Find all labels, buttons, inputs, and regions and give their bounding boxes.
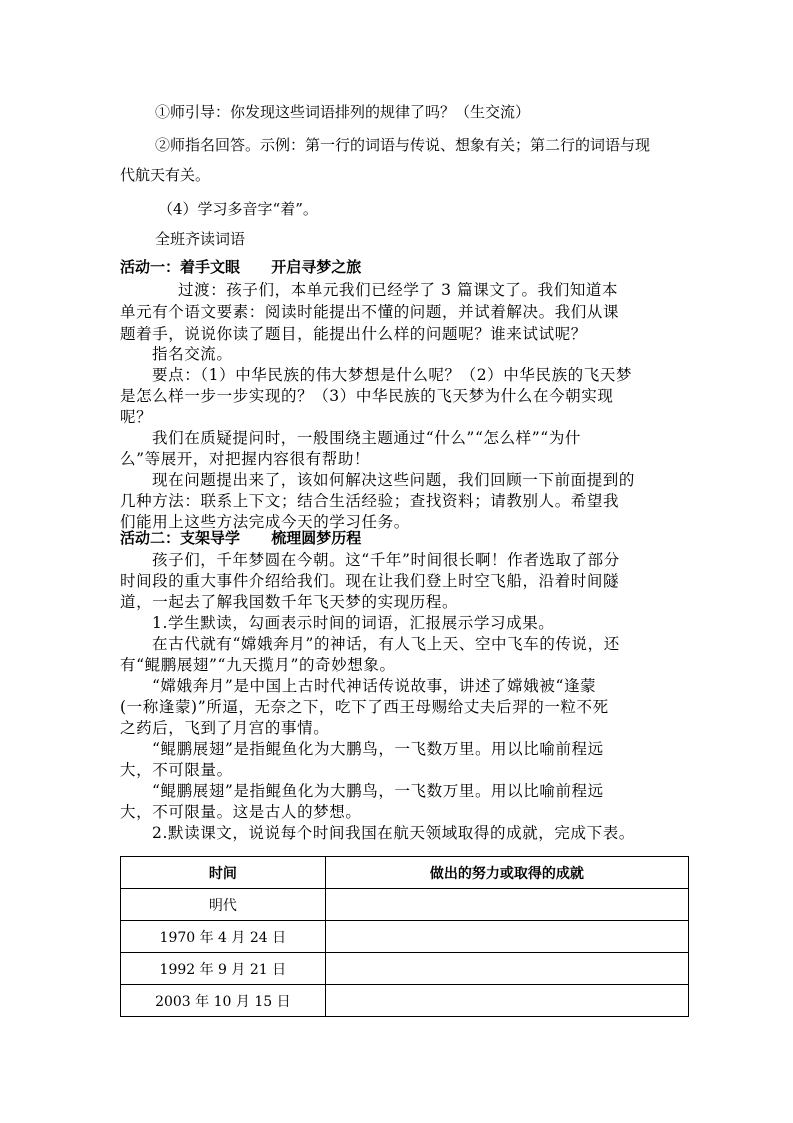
activity2-line-14: 2.默读课文，说说每个时间我国在航天领域取得的成就，完成下表。 [152,824,635,842]
activity1-line-9: 么”等展开，对把握内容很有帮助！ [120,450,371,468]
achievement-cell [325,921,688,953]
achievement-table [120,856,689,1017]
table-row [121,921,689,953]
activity2-line-11: 大，不可限量。 [120,761,233,779]
activity2-line-4: 1.学生默读，勾画表示时间的词语，汇报展示学习成果。 [152,614,555,632]
activity2-line-7: “嫦娥奔月”是中国上古时代神话传说故事，讲述了嫦娥被“逢蒙 [152,677,597,695]
step-4-line: （4）学习多音字“着”。 [158,200,318,218]
activity2-line-3: 道，一起去了解我国数千年飞天梦的实现历程。 [120,593,459,611]
activity1-line-10: 现在问题提出来了，该如何解决这些问题，我们回顾一下前面提到的 [152,471,636,489]
activity2-line-10: “鲲鹏展翅”是指鲲鱼化为大鹏鸟，一飞数万里。用以比喻前程远 [152,740,604,758]
answer-line-1: ②师指名回答。示例：第一行的词语与传说、想象有关；第二行的词语与现 [155,136,651,154]
activity1-line-3: 题着手，说说你读了题目，能提出什么样的问题呢？谁来试试呢？ [120,325,587,343]
time-cell: 1992 年 9 月 21 日 [121,953,326,985]
table-row [121,889,689,921]
read-all-line: 全班齐读词语 [155,230,246,248]
achievement-cell [325,889,688,921]
time-cell: 明代 [121,889,326,921]
time-cell: 1970 年 4 月 24 日 [121,921,326,953]
activity1-line-6: 是怎么样一步一步实现的？（3）中华民族的飞天梦为什么在今朝实现 [120,387,614,405]
activity1-line-4: 指名交流。 [152,345,233,363]
activity1-line-5: 要点：（1）中华民族的伟大梦想是什么呢？（2）中华民族的飞天梦 [152,366,633,384]
activity1-label: 活动一：着手文眼 [120,258,241,276]
activity1-line-2: 单元有个语文要素：阅读时能提出不懂的问题，并试着解决。我们从课 [120,303,620,321]
table-row [121,985,689,1017]
answer-line-2: 代航天有关。 [120,166,211,184]
activity2-subtitle: 梳理圆梦历程 [271,529,362,547]
achievement-cell [325,985,688,1017]
time-cell: 2003 年 10 月 15 日 [121,985,326,1017]
header-time: 时间 [121,857,326,889]
activity1-line-12: 们能用上这些方法完成今天的学习任务。 [120,513,410,531]
activity1-line-8: 我们在质疑提问时，一般围绕主题通过“什么”“怎么样”“为什 [152,429,582,447]
activity2-line-12: “鲲鹏展翅”是指鲲鱼化为大鹏鸟，一飞数万里。用以比喻前程远 [152,782,604,800]
activity1-heading [120,256,361,277]
activity2-line-6: 有“鲲鹏展翅”“九天揽月”的奇妙想象。 [120,656,396,674]
activity2-line-2: 时间段的重大事件介绍给我们。现在让我们登上时空飞船，沿着时间隧 [120,572,620,590]
activity2-line-9: 之药后，飞到了月宫的事情。 [120,719,330,737]
activity1-line-11: 几种方法：联系上下文；结合生活经验；查找资料；请教别人。希望我 [120,492,620,510]
activity2-label: 活动二：支架导学 [120,529,241,547]
activity1-line-7: 呢？ [120,408,153,426]
activity2-line-5: 在古代就有“嫦娥奔月”的神话，有人飞上天、空中飞车的传说，还 [152,635,620,653]
header-achievement: 做出的努力或取得的成就 [325,857,688,889]
activity2-line-8: (一称逢蒙)”所逼，无奈之下，吃下了西王母赐给丈夫后羿的一粒不死 [120,698,609,716]
activity2-line-13: 大，不可限量。这是古人的梦想。 [120,803,362,821]
achievement-cell [325,953,688,985]
table-header-row [121,857,689,889]
activity1-line-1: 过渡：孩子们，本单元我们已经学了 3 篇课文了。我们知道本 [178,281,619,299]
activity1-subtitle: 开启寻梦之旅 [271,258,362,276]
guide-question: ①师引导：你发现这些词语排列的规律了吗？（生交流） [155,103,531,121]
activity2-line-1: 孩子们，千年梦圆在今朝。这“千年”时间很长啊！作者选取了部分 [152,551,620,569]
table-row [121,953,689,985]
activity2-heading [120,527,361,548]
